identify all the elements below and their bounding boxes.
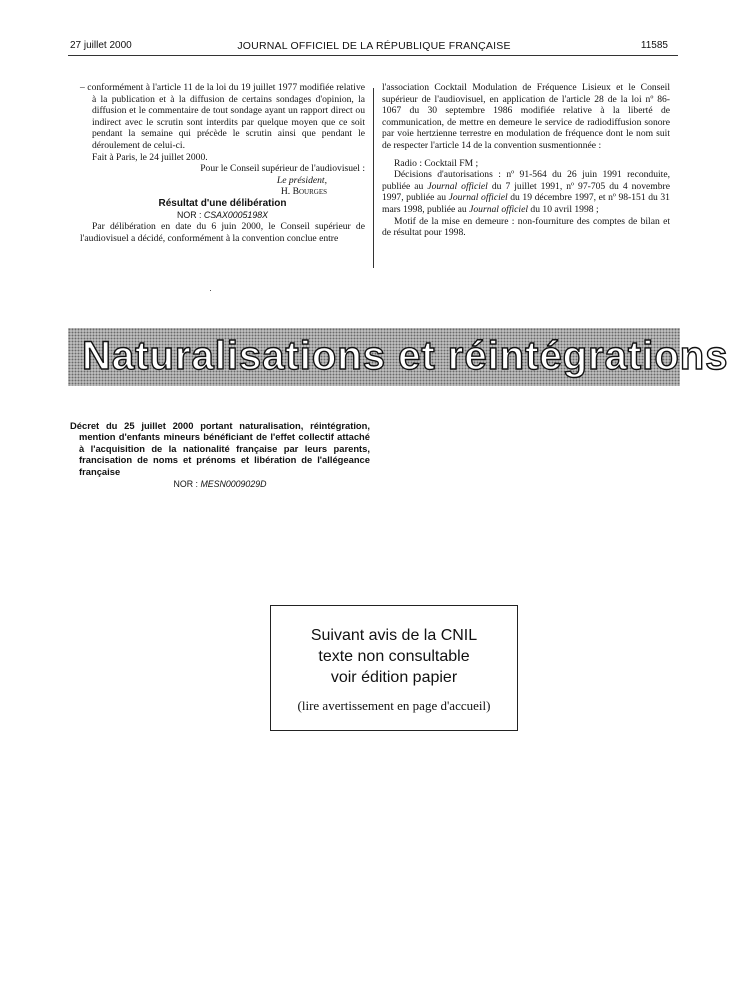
decree-title: Décret du 25 juillet 2000 portant naturalisation, réintégration, mention d'enfants mineurs bénéficiant de l'effet collectif attaché à l'acquisition de la nationalité française par leurs parents, francisation de noms et prénoms et libération de l'allégeance française — [70, 420, 370, 477]
journal-title: JOURNAL OFFICIEL DE LA RÉPUBLIQUE FRANÇAISE — [237, 40, 511, 52]
signature-role: Le président, — [276, 174, 327, 186]
right-column — [382, 82, 670, 239]
nor-reference: NOR : CSAX0005198X — [177, 209, 268, 220]
column-divider — [373, 88, 374, 268]
section-band-title: Naturalisations et réintégrations — [82, 334, 729, 378]
header-rule — [68, 55, 678, 56]
authorisation-decisions: Décisions d'autorisations : nº 91-564 du 26 juin 1991 reconduite, publiée au Journal officiel du 7 juillet 1991, nº 97-705 du 4 novembre 1997, publiée au Journal officiel du 19 décembre 1997, et nº 98-151 du 31 mars 1998, publiée au Journal officiel du 10 avril 1998 ; — [382, 169, 670, 215]
notice-line-2: texte non consultable — [318, 648, 470, 665]
notice-line-1: Suivant avis de la CNIL — [310, 627, 478, 644]
decree-nor: NOR : MESN0009029D — [173, 479, 267, 489]
formal-notice-text: l'association Cocktail Modulation de Fréquence Lisieux et le Conseil supérieur de l'audiovisuel, en application de l'article 28 de la loi nº 86-1067 du 30 septembre 1986 modifiée relative à la liberté de communication, de mettre en demeure le service de radiodiffusion sonore par voie hertzienne terrestre en modulation de fréquence dont le nom suit de respecter l'article 14 de la convention susmentionnée : — [382, 82, 670, 151]
header-date: 27 juillet 2000 — [70, 40, 132, 51]
polling-item: – conformément à l'article 11 de la loi du 19 juillet 1977 modifiée relative à la publication et à la diffusion de certains sondages d'opinion, la diffusion et le commentaire de tout sondage ayant un rapport direct ou indirect avec le scrutin sont interdits par quelque moyen que ce soit pendant la semaine qui précède le scrutin ainsi que pendant le déroulement de celui-ci. — [80, 82, 365, 151]
done-at: Fait à Paris, le 24 juillet 2000. — [92, 151, 208, 163]
signature-name: H. Bourges — [280, 186, 327, 198]
notice-line-3: voir édition papier — [330, 669, 458, 686]
radio-name: Radio : Cocktail FM ; — [394, 157, 479, 169]
notice-line-4: (lire avertissement en page d'accueil) — [297, 698, 491, 713]
deliberation-text: Par délibération en date du 6 juin 2000, le Conseil supérieur de l'audiovisuel a décidé, conformément à la convention conclue entre — [80, 221, 365, 244]
notice-reason: Motif de la mise en demeure : non-fourniture des comptes de bilan et de résultat pour 1998. — [382, 215, 670, 239]
page-number: 11585 — [640, 40, 668, 51]
stray-mark — [210, 290, 211, 291]
section-title: Résultat d'une délibération — [158, 197, 287, 209]
left-column — [80, 82, 365, 244]
cnil-notice-box — [270, 605, 518, 731]
signature-council: Pour le Conseil supérieur de l'audiovisuel : — [200, 163, 365, 175]
